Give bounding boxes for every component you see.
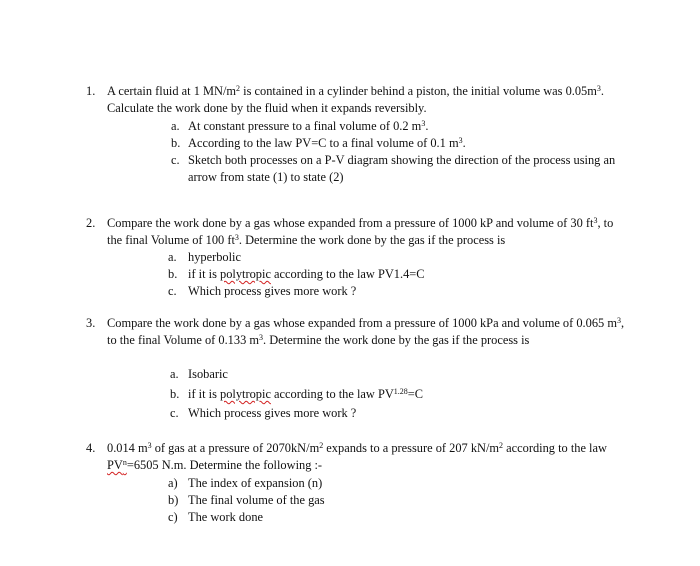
question-text — [107, 215, 626, 249]
subitem-b — [86, 492, 626, 509]
subitem-c — [86, 152, 626, 186]
spellcheck-flagged-word: polytropic — [220, 267, 271, 281]
text-run: According to the law PV=C to a final volume of 0.1 m — [188, 136, 459, 150]
text-run: A certain fluid at 1 MN/m — [107, 84, 237, 98]
question-4 — [86, 440, 626, 524]
text-run: if it is — [188, 387, 221, 401]
text-run: , to the final Volume of 0.133 m — [107, 316, 625, 347]
text-run: 0.014 m — [107, 441, 148, 455]
superscript: 1.28 — [393, 387, 408, 396]
subitem-list — [86, 475, 626, 526]
text-run: Compare the work done by a gas whose expanded from a pressure of 1000 kPa and volume of 0.065 m — [107, 316, 617, 330]
text-run: is contained in a cylinder behind a piston, the initial volume was 0.05m — [240, 84, 597, 98]
question-text — [107, 315, 626, 349]
text-run: At constant pressure to a final volume of 0.2 m — [188, 119, 422, 133]
superscript: 3 — [616, 316, 621, 325]
superscript: 3 — [596, 84, 601, 93]
subitem-a — [86, 366, 626, 386]
subitem-label: c. — [168, 284, 177, 298]
text-run: if it is — [188, 267, 221, 281]
text-run: . — [462, 136, 466, 150]
text-run: =C — [407, 387, 424, 401]
subitem-list — [86, 366, 626, 422]
subitem-text — [188, 118, 428, 135]
subitem-label: b. — [168, 267, 178, 281]
subitem-a — [86, 118, 626, 135]
superscript: 3 — [147, 441, 152, 450]
text-run: . Determine the work done by the gas if the process is — [263, 333, 530, 347]
subitem-text: Sketch both processes on a P-V diagram showing the direction of the process using an arrow from state (1) to state (2) — [188, 153, 616, 184]
subitem-text: hyperbolic — [188, 250, 241, 264]
question-1 — [86, 83, 626, 184]
subitem-text: Which process gives more work ? — [188, 406, 357, 420]
subitem-b — [86, 266, 626, 283]
subitem-text — [188, 266, 425, 283]
subitem-b — [86, 386, 626, 405]
subitem-label: c. — [170, 406, 179, 420]
superscript: 3 — [593, 216, 598, 225]
question-number: 1. — [86, 84, 96, 98]
subitem-text — [188, 386, 423, 403]
superscript: n — [122, 458, 127, 467]
subitem-text — [188, 135, 466, 152]
subitem-label: b) — [168, 493, 179, 507]
question-3 — [86, 315, 626, 420]
subitem-label: a. — [168, 250, 177, 264]
subitem-text: Which process gives more work ? — [188, 284, 357, 298]
question-2 — [86, 215, 626, 298]
subitem-label: b. — [170, 387, 180, 401]
question-number: 2. — [86, 216, 96, 230]
subitem-label: c) — [168, 510, 178, 524]
subitem-text: Isobaric — [188, 367, 228, 381]
subitem-a — [86, 249, 626, 266]
text-run: of gas at a pressure of 2070kN/m — [151, 441, 320, 455]
superscript: 2 — [499, 441, 504, 450]
subitem-list — [86, 249, 626, 300]
subitem-list — [86, 118, 626, 186]
subitem-c — [86, 283, 626, 300]
text-run: according to the law PV1.4=C — [270, 267, 425, 281]
text-run: PV — [107, 458, 123, 472]
text-run: . Determine the work done by the gas if the process is — [238, 233, 506, 247]
text-run: , to the final Volume of 100 ft — [107, 216, 614, 247]
text-run: =6505 N.m. Determine the following :- — [126, 458, 323, 472]
subitem-c — [86, 509, 626, 526]
subitem-text: The work done — [188, 510, 264, 524]
text-run: . — [425, 119, 429, 133]
text-run: Compare the work done by a gas whose expanded from a pressure of 1000 kP and volume of 30 ft — [107, 216, 594, 230]
subitem-label: a. — [170, 367, 179, 381]
subitem-b — [86, 135, 626, 152]
superscript: 3 — [458, 136, 463, 145]
superscript: 3 — [259, 333, 264, 342]
subitem-text: The final volume of the gas — [188, 493, 325, 507]
subitem-c — [86, 405, 626, 422]
text-run: expands to a pressure of 207 kN/m — [323, 441, 500, 455]
question-text — [107, 83, 626, 117]
question-text — [107, 440, 626, 474]
subitem-a — [86, 475, 626, 492]
subitem-label: c. — [171, 153, 180, 167]
subitem-label: a. — [171, 119, 180, 133]
superscript: 2 — [319, 441, 324, 450]
subitem-text: The index of expansion (n) — [188, 476, 323, 490]
text-run: according to the law PV — [270, 387, 394, 401]
question-number: 3. — [86, 316, 96, 330]
text-run: . Calculate the work done by the fluid when it expands reversibly. — [107, 84, 605, 115]
spellcheck-flagged-word: polytropic — [220, 387, 271, 401]
subitem-label: b. — [171, 136, 181, 150]
text-run: according to the law — [503, 441, 607, 455]
subitem-label: a) — [168, 476, 178, 490]
superscript: 3 — [421, 119, 426, 128]
superscript: 2 — [236, 84, 241, 93]
question-number: 4. — [86, 441, 96, 455]
spellcheck-flagged-word — [107, 458, 127, 472]
superscript: 3 — [234, 233, 239, 242]
